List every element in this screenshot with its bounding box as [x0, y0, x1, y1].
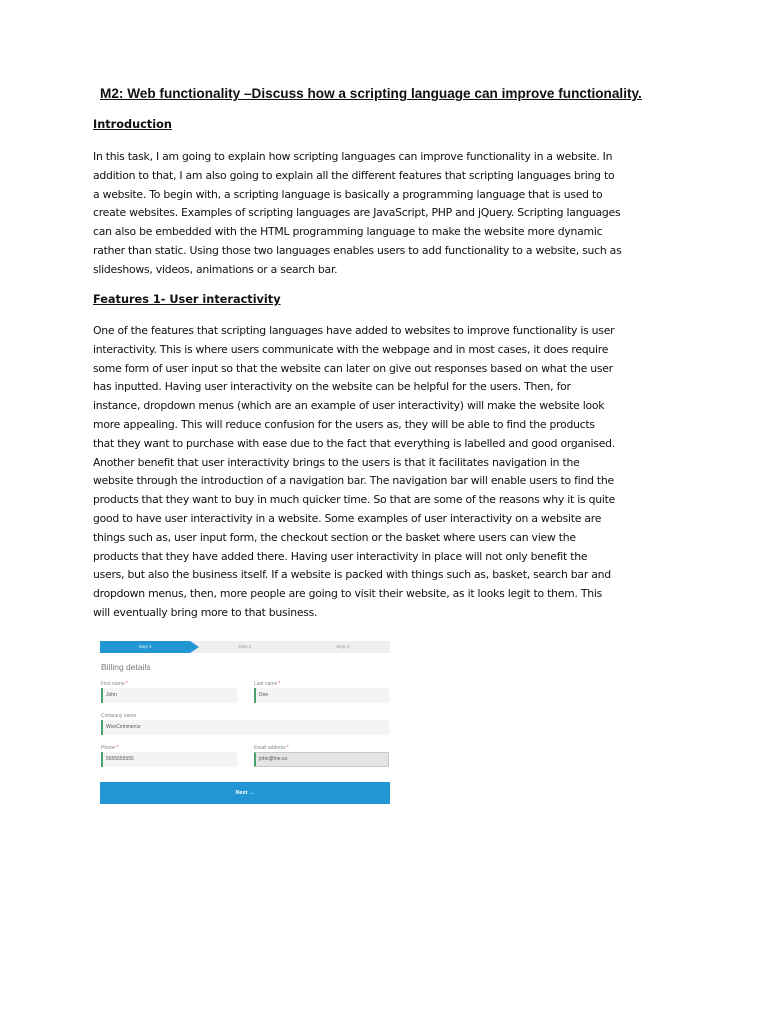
paragraph-line: In this task, I am going to explain how scripting languages can improve functionality in a website. In	[93, 150, 613, 163]
paragraph-line: things such as, user input form, the checkout section or the basket where users can view the	[93, 530, 576, 544]
phone-label	[101, 745, 118, 751]
paragraph-line: website through the introduction of a navigation bar. The navigation bar will enable users to find the	[93, 474, 614, 488]
required-mark: *	[125, 681, 128, 687]
paragraph-line: will eventually bring more to that business.	[93, 605, 318, 619]
features-paragraph	[93, 322, 683, 623]
step-3-tab[interactable]: Step 3	[335, 644, 349, 649]
paragraph-line: addition to that, I am also going to explain all the different features that scripting languages bring to	[93, 168, 615, 182]
paragraph-line: dropdown menus, then, more people are going to visit their website, as it looks legit to them. This	[93, 587, 602, 601]
company-name-input[interactable]: WooCommerce	[101, 720, 389, 735]
billing-form-screenshot	[100, 641, 390, 805]
introduction-paragraph	[93, 148, 683, 280]
next-button[interactable]: Next →	[100, 782, 390, 804]
phone-label-text: Phone	[101, 745, 116, 751]
paragraph-line: interactivity. This is where users communicate with the webpage and in most cases, it does require	[93, 342, 609, 356]
checkout-step-bar	[100, 641, 390, 653]
paragraph-line: rather than static. Using those two languages enables users to add functionality to a website, such as	[93, 243, 622, 257]
first-name-input[interactable]: John	[101, 688, 237, 703]
first-name-label	[101, 681, 128, 687]
features-heading: Features 1- User interactivity	[93, 293, 281, 306]
paragraph-line: products that they want to buy in much quicker time. So that are some of the reasons why it is quite	[93, 493, 616, 507]
last-name-label-text: Last name	[254, 681, 278, 687]
email-input[interactable]: john@me.co	[254, 752, 389, 767]
first-name-label-text: First name	[101, 681, 125, 687]
last-name-label	[254, 681, 280, 687]
step-arrow	[190, 641, 199, 653]
paragraph-line: that they want to purchase with ease due to the fact that everything is labelled and good organised.	[93, 436, 615, 450]
paragraph-line: create websites. Examples of scripting languages are JavaScript, PHP and jQuery. Scripting languages	[93, 206, 621, 220]
company-name-label: Company name	[101, 713, 137, 719]
last-name-input[interactable]: Doe	[254, 688, 389, 703]
email-label	[254, 745, 289, 751]
paragraph-line: has inputted. Having user interactivity on the website can be helpful for the users. Then, for	[93, 380, 571, 394]
email-label-text: Email address	[254, 745, 286, 751]
introduction-heading: Introduction	[93, 118, 172, 131]
paragraph-line: good to have user interactivity in a website. Some examples of user interactivity on a website are	[93, 511, 602, 525]
paragraph-line: products that they have added there. Having user interactivity in place will not only benefit the	[93, 549, 588, 563]
paragraph-line: a website. To begin with, a scripting language is basically a programming language that is used to	[93, 187, 603, 201]
paragraph-line: One of the features that scripting languages have added to websites to improve functionality is user	[93, 324, 615, 337]
phone-input[interactable]: 5555555555	[101, 752, 237, 767]
paragraph-line: instance, dropdown menus (which are an example of user interactivity) will make the website look	[93, 399, 605, 413]
paragraph-line: can also be embedded with the HTML programming language to make the website more dynamic	[93, 225, 603, 239]
paragraph-line: slideshows, videos, animations or a search bar.	[93, 262, 338, 276]
step-1-tab[interactable]: Step 1	[100, 641, 190, 653]
required-mark: *	[278, 681, 281, 687]
paragraph-line: more appealing. This will reduce confusion for the users as, they will be able to find the products	[93, 417, 595, 431]
required-mark: *	[116, 745, 119, 751]
paragraph-line: users, but also the business itself. If a website is packed with things such as, basket, search bar and	[93, 568, 611, 582]
required-mark: *	[286, 745, 289, 751]
step-2-tab[interactable]: Step 2	[238, 644, 252, 649]
paragraph-line: Another benefit that user interactivity brings to the users is that it facilitates navigation in the	[93, 455, 580, 469]
billing-details-title: Billing details	[101, 662, 151, 672]
paragraph-line: some form of user input so that the website can later on give out responses based on what the user	[93, 361, 613, 375]
document-title: M2: Web functionality –Discuss how a scripting language can improve functionality.	[100, 86, 642, 101]
